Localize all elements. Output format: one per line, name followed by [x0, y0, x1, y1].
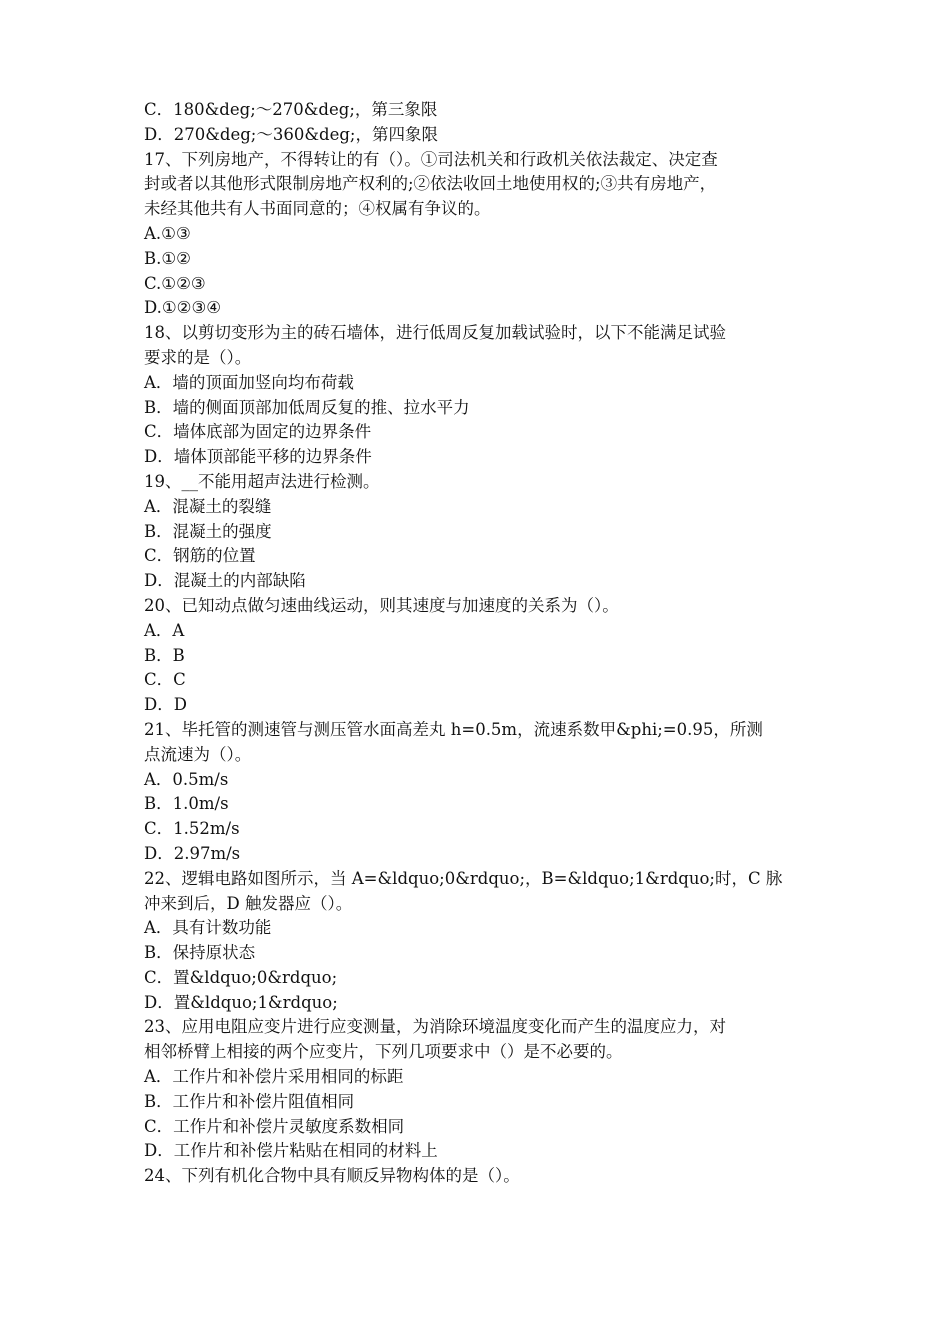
answer-option: A．墙的顶面加竖向均布荷载 — [144, 372, 354, 392]
answer-option: C．1.52m/s — [144, 819, 240, 839]
question-22 — [144, 867, 808, 1016]
answer-option: D．混凝土的内部缺陷 — [144, 571, 306, 591]
question-text-line: 点流速为（）。 — [144, 744, 252, 764]
answer-option: C．墙体底部为固定的边界条件 — [144, 422, 372, 442]
answer-option: D．工作片和补偿片粘贴在相同的材料上 — [144, 1141, 438, 1161]
answer-option: B．保持原状态 — [144, 943, 256, 963]
question-text-line: 20、已知动点做匀速曲线运动，则其速度与加速度的关系为（）。 — [144, 595, 619, 615]
question-text-line: 17、下列房地产，不得转让的有（）。①司法机关和行政机关依法裁定、决定查 — [144, 149, 718, 169]
question-text-line: 24、下列有机化合物中具有顺反异物构体的是（）。 — [144, 1166, 520, 1186]
question-text-line: 22、逻辑电路如图所示，当 A=&ldquo;0&rdquo;，B=&ldquo;1&rdquo;时，C 脉 — [144, 868, 783, 888]
answer-option: C．置&ldquo;0&rdquo; — [144, 967, 338, 987]
answer-option: A．A — [144, 620, 185, 640]
document-page — [144, 98, 808, 1189]
answer-option: C．钢筋的位置 — [144, 546, 256, 566]
question-text-line: 要求的是（）。 — [144, 347, 252, 367]
question-text-line: 19、__不能用超声法进行检测。 — [144, 471, 380, 491]
answer-option: C．C — [144, 670, 186, 690]
question-21 — [144, 718, 808, 867]
answer-option: D．置&ldquo;1&rdquo; — [144, 992, 338, 1012]
question-text-line: 封或者以其他形式限制房地产权利的;②依法收回土地使用权的;③共有房地产， — [144, 174, 717, 194]
question-17 — [144, 148, 808, 322]
intro-options — [144, 98, 808, 148]
answer-option: A．工作片和补偿片采用相同的标距 — [144, 1067, 404, 1087]
option-line: C．180&deg;～270&deg;，第三象限 — [144, 100, 438, 119]
question-list — [144, 148, 808, 1189]
question-18 — [144, 321, 808, 470]
answer-option: A．混凝土的裂缝 — [144, 496, 272, 516]
answer-option: B．墙的侧面顶部加低周反复的推、拉水平力 — [144, 397, 470, 417]
answer-option: C.①②③ — [144, 273, 206, 293]
answer-option: B．1.0m/s — [144, 794, 229, 814]
question-text-line: 相邻桥臂上相接的两个应变片，下列几项要求中（）是不必要的。 — [144, 1042, 623, 1062]
question-text-line: 18、以剪切变形为主的砖石墙体，进行低周反复加载试验时，以下不能满足试验 — [144, 323, 726, 343]
question-23 — [144, 1015, 808, 1164]
question-20 — [144, 594, 808, 718]
question-text-line: 未经其他共有人书面同意的；④权属有争议的。 — [144, 199, 491, 219]
answer-option: C．工作片和补偿片灵敏度系数相同 — [144, 1116, 405, 1136]
answer-option: D．D — [144, 695, 187, 715]
answer-option: B.①② — [144, 248, 191, 268]
answer-option: A.①③ — [144, 223, 191, 243]
answer-option: D．墙体顶部能平移的边界条件 — [144, 447, 372, 467]
answer-option: A．0.5m/s — [144, 769, 229, 789]
answer-option: B．混凝土的强度 — [144, 521, 272, 541]
answer-option: B．工作片和补偿片阻值相同 — [144, 1091, 355, 1111]
question-text-line: 21、毕托管的测速管与测压管水面高差丸 h=0.5m，流速系数甲&phi;=0.95，所测 — [144, 719, 763, 739]
answer-option: B．B — [144, 645, 185, 665]
answer-option: D.①②③④ — [144, 298, 222, 318]
question-19 — [144, 470, 808, 594]
question-text-line: 冲来到后，D 触发器应（）。 — [144, 893, 353, 913]
answer-option: A．具有计数功能 — [144, 918, 272, 938]
option-line: D．270&deg;～360&deg;，第四象限 — [144, 124, 438, 144]
question-text-line: 23、应用电阻应变片进行应变测量，为消除环境温度变化而产生的温度应力，对 — [144, 1017, 726, 1037]
answer-option: D．2.97m/s — [144, 843, 241, 863]
question-24 — [144, 1164, 808, 1189]
